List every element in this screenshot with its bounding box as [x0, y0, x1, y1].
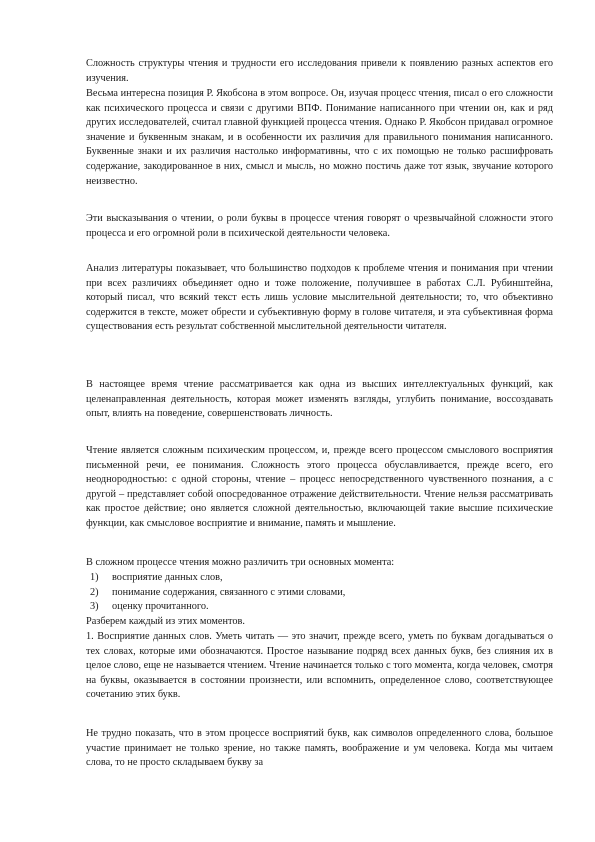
- list-item: [86, 571, 553, 586]
- list-item: [86, 600, 553, 615]
- paragraph-let-us-examine: Разберем каждый из этих моментов.: [86, 616, 245, 627]
- list-item-number: 2): [90, 587, 99, 598]
- paragraph-perception-of-words: 1. Восприятие данных слов. Уметь читать — это значит, прежде всего, уметь по буквам догадываться о тех словах, которые ими обозначаются. Простое называние подряд всех данных букв, без слияния их в целое слово, еще не называется чтением. Чтение начинается только с того момента, когда человек, смотря на буквы, оказывается в состоянии произнести, или вспомнить, определенное слово, соответствующее сочетанию этих букв.: [86, 631, 553, 701]
- paragraph-jakobson: Весьма интересна позиция Р. Якобсона в этом вопросе. Он, изучая процесс чтения, писал о его сложности как психического процесса и связи с другими ВПФ. Понимание написанного при чтении он, как и ряд других исследователей, считал главной функцией процесса чтения. Однако Р. Якобсон придавал огромное значение и буквенным знакам, и в особенности их различия для правильного понимания написанного. Буквенные знаки и их различия настолько информативны, что с их помощью не только расшифровать содержание, закодированное в них, смысл и мысль, но можно постичь даже тот язык, звучание которого неизвестно.: [86, 88, 553, 187]
- list-item-text: восприятие данных слов,: [112, 572, 223, 583]
- list-item: [86, 586, 553, 601]
- paragraph-three-moments: В сложном процессе чтения можно различить три основных момента:: [86, 557, 395, 568]
- list-item-number: 1): [90, 572, 99, 583]
- paragraph-statements: Эти высказывания о чтении, о роли буквы в процессе чтения говорят о чрезвычайной сложности этого процесса и его огромной роли в психической деятельности человека.: [86, 213, 553, 239]
- paragraph-aspects: Сложность структуры чтения и трудности его исследования привели к появлению разных аспектов его изучения.: [86, 58, 553, 84]
- paragraph-perception-of-letters: Не трудно показать, что в этом процессе восприятий букв, как символов определенного слова, большое участие принимает не только зрение, но также память, воображение и ум человека. Когда мы читаем слова, то не просто складываем букву за: [86, 728, 553, 769]
- paragraph-reading-process: Чтение является сложным психическим процессом, и, прежде всего процессом смыслового восприятия письменной речи, ее понимания. Сложность этого процесса обуславливается, прежде всего, его неоднородностью: с одной стороны, чтение – процесс непосредственного чувственного познания, а с другой – представляет собой опосредованное отражение действительности. Чтение нельзя рассматривать как простое действие; оно является сложной деятельностью, включающей такие высшие психические функции, как смысловое восприятие и внимание, память и мышление.: [86, 445, 553, 529]
- paragraph-literature-analysis: Анализ литературы показывает, что большинство подходов к проблеме чтения и понимания при чтении при всех различиях объединяет одно и тоже положение, получившее в работах С.Л. Рубинштейна, который писал, что всякий текст есть лишь условие мыслительной деятельности; то, что объективно содержится в тексте, может обрести и субъективную форму в голове читателя, и эта субъективная форма существования есть результат собственной мыслительной деятельности читателя.: [86, 263, 553, 333]
- paragraph-reading-today: В настоящее время чтение рассматривается как одна из высших интеллектуальных функций, как целенаправленная деятельность, которая может изменять взгляды, углубить понимание, воссоздавать опыт, влиять на поведение, совершенствовать личность.: [86, 379, 553, 420]
- list-item-text: оценку прочитанного.: [112, 601, 209, 612]
- list-item-number: 3): [90, 601, 99, 612]
- list-item-text: понимание содержания, связанного с этими словами,: [112, 587, 346, 598]
